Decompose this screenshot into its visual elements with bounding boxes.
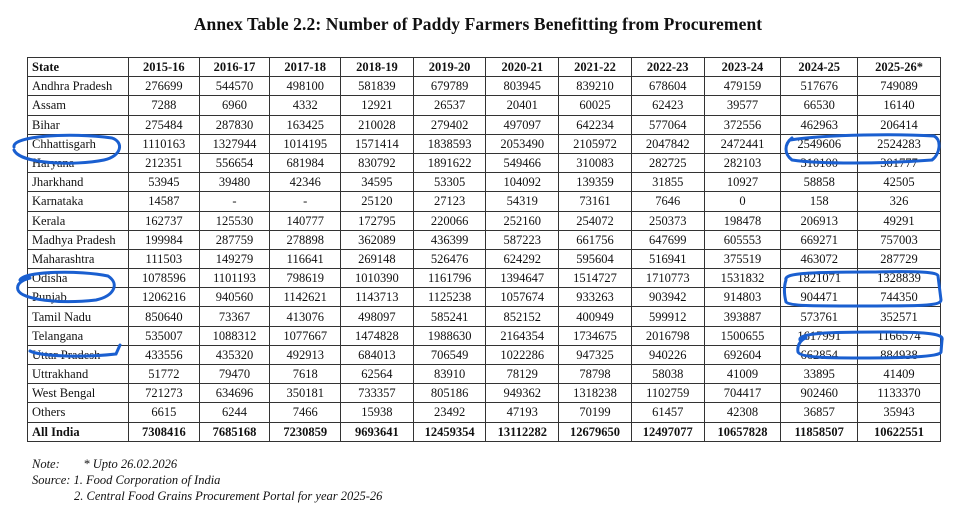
value-cell: 798619: [270, 269, 341, 288]
value-cell: 949362: [486, 384, 559, 403]
value-cell: 634696: [199, 384, 270, 403]
value-cell: 62423: [631, 96, 704, 115]
total-value-cell: 7230859: [270, 422, 341, 441]
column-header-2020-21: 2020-21: [486, 58, 559, 77]
value-cell: 326: [858, 192, 941, 211]
value-cell: 23492: [413, 403, 486, 422]
value-cell: 1318238: [559, 384, 632, 403]
notes: [32, 456, 382, 504]
value-cell: 14587: [128, 192, 199, 211]
value-cell: 839210: [559, 77, 632, 96]
value-cell: 2472441: [704, 134, 781, 153]
value-cell: 282103: [704, 153, 781, 172]
value-cell: 116641: [270, 249, 341, 268]
value-cell: 940226: [631, 345, 704, 364]
value-cell: 206913: [781, 211, 858, 230]
value-cell: 1057674: [486, 288, 559, 307]
value-cell: 805186: [413, 384, 486, 403]
value-cell: 51772: [128, 365, 199, 384]
value-cell: 940560: [199, 288, 270, 307]
value-cell: 310100: [781, 153, 858, 172]
value-cell: 111503: [128, 249, 199, 268]
value-cell: 66530: [781, 96, 858, 115]
total-value-cell: 10657828: [704, 422, 781, 441]
total-value-cell: 7685168: [199, 422, 270, 441]
value-cell: 6960: [199, 96, 270, 115]
value-cell: 39480: [199, 173, 270, 192]
value-cell: 162737: [128, 211, 199, 230]
column-header-2015-16: 2015-16: [128, 58, 199, 77]
value-cell: 198478: [704, 211, 781, 230]
value-cell: 1821071: [781, 269, 858, 288]
value-cell: 757003: [858, 230, 941, 249]
value-cell: 310083: [559, 153, 632, 172]
value-cell: 1514727: [559, 269, 632, 288]
value-cell: 1101193: [199, 269, 270, 288]
table-row: [28, 403, 941, 422]
table-row: [28, 173, 941, 192]
value-cell: 884938: [858, 345, 941, 364]
state-name-cell: Others: [28, 403, 129, 422]
value-cell: 400949: [559, 307, 632, 326]
value-cell: 139359: [559, 173, 632, 192]
value-cell: 53945: [128, 173, 199, 192]
value-cell: 587223: [486, 230, 559, 249]
value-cell: 6244: [199, 403, 270, 422]
value-cell: 83910: [413, 365, 486, 384]
value-cell: 16140: [858, 96, 941, 115]
value-cell: 279402: [413, 115, 486, 134]
state-name-cell: Uttar Pradesh: [28, 345, 129, 364]
state-name-cell: Assam: [28, 96, 129, 115]
value-cell: 585241: [413, 307, 486, 326]
value-cell: 852152: [486, 307, 559, 326]
value-cell: 1102759: [631, 384, 704, 403]
column-header-2019-20: 2019-20: [413, 58, 486, 77]
value-cell: 904471: [781, 288, 858, 307]
value-cell: 704417: [704, 384, 781, 403]
column-header-state: State: [28, 58, 129, 77]
note-label: Note:: [32, 457, 60, 471]
value-cell: 53305: [413, 173, 486, 192]
value-cell: 803945: [486, 77, 559, 96]
value-cell: 2053490: [486, 134, 559, 153]
column-header-2023-24: 2023-24: [704, 58, 781, 77]
value-cell: 1088312: [199, 326, 270, 345]
value-cell: 7646: [631, 192, 704, 211]
value-cell: 624292: [486, 249, 559, 268]
value-cell: 581839: [341, 77, 414, 96]
value-cell: 42346: [270, 173, 341, 192]
value-cell: 1531832: [704, 269, 781, 288]
value-cell: 220066: [413, 211, 486, 230]
value-cell: 20401: [486, 96, 559, 115]
value-cell: 352571: [858, 307, 941, 326]
value-cell: 678604: [631, 77, 704, 96]
value-cell: 661756: [559, 230, 632, 249]
value-cell: 78129: [486, 365, 559, 384]
header-row: [28, 58, 941, 77]
total-value-cell: 12459354: [413, 422, 486, 441]
value-cell: 549466: [486, 153, 559, 172]
value-cell: 516941: [631, 249, 704, 268]
value-cell: 2524283: [858, 134, 941, 153]
value-cell: 903942: [631, 288, 704, 307]
value-cell: 1125238: [413, 288, 486, 307]
state-name-cell: Maharashtra: [28, 249, 129, 268]
value-cell: 12921: [341, 96, 414, 115]
value-cell: 1500655: [704, 326, 781, 345]
state-name-cell: Tamil Nadu: [28, 307, 129, 326]
total-value-cell: 9693641: [341, 422, 414, 441]
column-header-2025-26-: 2025-26*: [858, 58, 941, 77]
value-cell: 669271: [781, 230, 858, 249]
value-cell: 642234: [559, 115, 632, 134]
value-cell: 61457: [631, 403, 704, 422]
value-cell: 287830: [199, 115, 270, 134]
value-cell: 7618: [270, 365, 341, 384]
value-cell: 62564: [341, 365, 414, 384]
value-cell: 104092: [486, 173, 559, 192]
value-cell: 301777: [858, 153, 941, 172]
value-cell: 721273: [128, 384, 199, 403]
value-cell: 556654: [199, 153, 270, 172]
value-cell: 2105972: [559, 134, 632, 153]
value-cell: 1617991: [781, 326, 858, 345]
value-cell: 535007: [128, 326, 199, 345]
value-cell: 276699: [128, 77, 199, 96]
value-cell: 498100: [270, 77, 341, 96]
value-cell: 58038: [631, 365, 704, 384]
value-cell: 1394647: [486, 269, 559, 288]
value-cell: 433556: [128, 345, 199, 364]
value-cell: 372556: [704, 115, 781, 134]
value-cell: 125530: [199, 211, 270, 230]
value-cell: 463072: [781, 249, 858, 268]
value-cell: 1143713: [341, 288, 414, 307]
value-cell: 54319: [486, 192, 559, 211]
value-cell: 1891622: [413, 153, 486, 172]
total-value-cell: 12497077: [631, 422, 704, 441]
value-cell: 47193: [486, 403, 559, 422]
value-cell: 1328839: [858, 269, 941, 288]
table-row: [28, 365, 941, 384]
value-cell: -: [199, 192, 270, 211]
state-name-cell: Madhya Pradesh: [28, 230, 129, 249]
value-cell: 1734675: [559, 326, 632, 345]
value-cell: 1161796: [413, 269, 486, 288]
source-label: Source:: [32, 473, 71, 487]
value-cell: 749089: [858, 77, 941, 96]
value-cell: 58858: [781, 173, 858, 192]
state-name-cell: West Bengal: [28, 384, 129, 403]
value-cell: 947325: [559, 345, 632, 364]
value-cell: 1474828: [341, 326, 414, 345]
table-row: [28, 345, 941, 364]
value-cell: 577064: [631, 115, 704, 134]
value-cell: 1838593: [413, 134, 486, 153]
total-value-cell: 13112282: [486, 422, 559, 441]
value-cell: 210028: [341, 115, 414, 134]
value-cell: 33895: [781, 365, 858, 384]
value-cell: 436399: [413, 230, 486, 249]
column-header-2021-22: 2021-22: [559, 58, 632, 77]
paddy-farmers-table: [27, 57, 941, 442]
source-1: 1. Food Corporation of India: [73, 473, 221, 487]
state-name-cell: Andhra Pradesh: [28, 77, 129, 96]
value-cell: 1142621: [270, 288, 341, 307]
value-cell: 393887: [704, 307, 781, 326]
value-cell: 902460: [781, 384, 858, 403]
value-cell: 149279: [199, 249, 270, 268]
value-cell: 1206216: [128, 288, 199, 307]
value-cell: 41009: [704, 365, 781, 384]
value-cell: 1110163: [128, 134, 199, 153]
value-cell: 31855: [631, 173, 704, 192]
value-cell: 544570: [199, 77, 270, 96]
value-cell: 36857: [781, 403, 858, 422]
table-row: [28, 134, 941, 153]
value-cell: 172795: [341, 211, 414, 230]
value-cell: 1988630: [413, 326, 486, 345]
value-cell: 647699: [631, 230, 704, 249]
value-cell: 462963: [781, 115, 858, 134]
value-cell: 830792: [341, 153, 414, 172]
table-row: [28, 153, 941, 172]
value-cell: 1022286: [486, 345, 559, 364]
value-cell: 850640: [128, 307, 199, 326]
value-cell: 35943: [858, 403, 941, 422]
column-header-2016-17: 2016-17: [199, 58, 270, 77]
value-cell: 60025: [559, 96, 632, 115]
value-cell: 595604: [559, 249, 632, 268]
state-name-cell: Chhattisgarh: [28, 134, 129, 153]
value-cell: 2047842: [631, 134, 704, 153]
value-cell: 681984: [270, 153, 341, 172]
table-row: [28, 211, 941, 230]
value-cell: 413076: [270, 307, 341, 326]
value-cell: 73161: [559, 192, 632, 211]
value-cell: 206414: [858, 115, 941, 134]
total-value-cell: 12679650: [559, 422, 632, 441]
value-cell: 6615: [128, 403, 199, 422]
value-cell: 2016798: [631, 326, 704, 345]
state-name-cell: Telangana: [28, 326, 129, 345]
value-cell: 2164354: [486, 326, 559, 345]
value-cell: 282725: [631, 153, 704, 172]
table-row: [28, 326, 941, 345]
value-cell: 1078596: [128, 269, 199, 288]
table-row: [28, 269, 941, 288]
value-cell: 10927: [704, 173, 781, 192]
table-row: [28, 249, 941, 268]
total-value-cell: 7308416: [128, 422, 199, 441]
value-cell: 27123: [413, 192, 486, 211]
column-header-2022-23: 2022-23: [631, 58, 704, 77]
column-header-2024-25: 2024-25: [781, 58, 858, 77]
value-cell: 287759: [199, 230, 270, 249]
table-row: [28, 77, 941, 96]
table-row: [28, 192, 941, 211]
value-cell: 78798: [559, 365, 632, 384]
value-cell: 41409: [858, 365, 941, 384]
state-name-cell: Haryana: [28, 153, 129, 172]
value-cell: 2549606: [781, 134, 858, 153]
state-name-cell: Uttrakhand: [28, 365, 129, 384]
value-cell: 350181: [270, 384, 341, 403]
value-cell: 7288: [128, 96, 199, 115]
value-cell: 605553: [704, 230, 781, 249]
value-cell: 4332: [270, 96, 341, 115]
table-row: [28, 307, 941, 326]
value-cell: 526476: [413, 249, 486, 268]
value-cell: 497097: [486, 115, 559, 134]
table-row: [28, 115, 941, 134]
value-cell: 492913: [270, 345, 341, 364]
value-cell: 662854: [781, 345, 858, 364]
value-cell: 26537: [413, 96, 486, 115]
value-cell: 275484: [128, 115, 199, 134]
value-cell: 933263: [559, 288, 632, 307]
state-name-cell: Bihar: [28, 115, 129, 134]
value-cell: 1077667: [270, 326, 341, 345]
value-cell: 252160: [486, 211, 559, 230]
value-cell: 1014195: [270, 134, 341, 153]
value-cell: 158: [781, 192, 858, 211]
table-title: Annex Table 2.2: Number of Paddy Farmers Benefitting from Procurement: [193, 14, 763, 34]
state-name-cell: Karnataka: [28, 192, 129, 211]
value-cell: 692604: [704, 345, 781, 364]
note-text: * Upto 26.02.2026: [83, 457, 178, 471]
value-cell: 479159: [704, 77, 781, 96]
table-row: [28, 230, 941, 249]
value-cell: 573761: [781, 307, 858, 326]
value-cell: 73367: [199, 307, 270, 326]
value-cell: -: [270, 192, 341, 211]
value-cell: 39577: [704, 96, 781, 115]
value-cell: 362089: [341, 230, 414, 249]
table-row: [28, 288, 941, 307]
state-name-cell: Odisha: [28, 269, 129, 288]
value-cell: 250373: [631, 211, 704, 230]
value-cell: 914803: [704, 288, 781, 307]
value-cell: 1571414: [341, 134, 414, 153]
value-cell: 1710773: [631, 269, 704, 288]
value-cell: 1010390: [341, 269, 414, 288]
total-label-cell: All India: [28, 422, 129, 441]
value-cell: 679789: [413, 77, 486, 96]
total-value-cell: 10622551: [858, 422, 941, 441]
value-cell: 287729: [858, 249, 941, 268]
value-cell: 744350: [858, 288, 941, 307]
state-name-cell: Punjab: [28, 288, 129, 307]
value-cell: 1166574: [858, 326, 941, 345]
value-cell: 70199: [559, 403, 632, 422]
value-cell: 42308: [704, 403, 781, 422]
value-cell: 1133370: [858, 384, 941, 403]
value-cell: 49291: [858, 211, 941, 230]
state-name-cell: Jharkhand: [28, 173, 129, 192]
value-cell: 15938: [341, 403, 414, 422]
value-cell: 435320: [199, 345, 270, 364]
table-row: [28, 384, 941, 403]
column-header-2017-18: 2017-18: [270, 58, 341, 77]
source-2: 2. Central Food Grains Procurement Portal for year 2025-26: [74, 489, 383, 503]
value-cell: 733357: [341, 384, 414, 403]
value-cell: 0: [704, 192, 781, 211]
value-cell: 254072: [559, 211, 632, 230]
value-cell: 212351: [128, 153, 199, 172]
total-value-cell: 11858507: [781, 422, 858, 441]
value-cell: 199984: [128, 230, 199, 249]
value-cell: 140777: [270, 211, 341, 230]
value-cell: 706549: [413, 345, 486, 364]
value-cell: 163425: [270, 115, 341, 134]
value-cell: 517676: [781, 77, 858, 96]
value-cell: 25120: [341, 192, 414, 211]
state-name-cell: Kerala: [28, 211, 129, 230]
value-cell: 684013: [341, 345, 414, 364]
column-header-2018-19: 2018-19: [341, 58, 414, 77]
value-cell: 278898: [270, 230, 341, 249]
value-cell: 599912: [631, 307, 704, 326]
table-row: [28, 96, 941, 115]
total-row: [28, 422, 941, 441]
value-cell: 34595: [341, 173, 414, 192]
value-cell: 498097: [341, 307, 414, 326]
value-cell: 375519: [704, 249, 781, 268]
value-cell: 1327944: [199, 134, 270, 153]
value-cell: 79470: [199, 365, 270, 384]
value-cell: 42505: [858, 173, 941, 192]
value-cell: 7466: [270, 403, 341, 422]
value-cell: 269148: [341, 249, 414, 268]
